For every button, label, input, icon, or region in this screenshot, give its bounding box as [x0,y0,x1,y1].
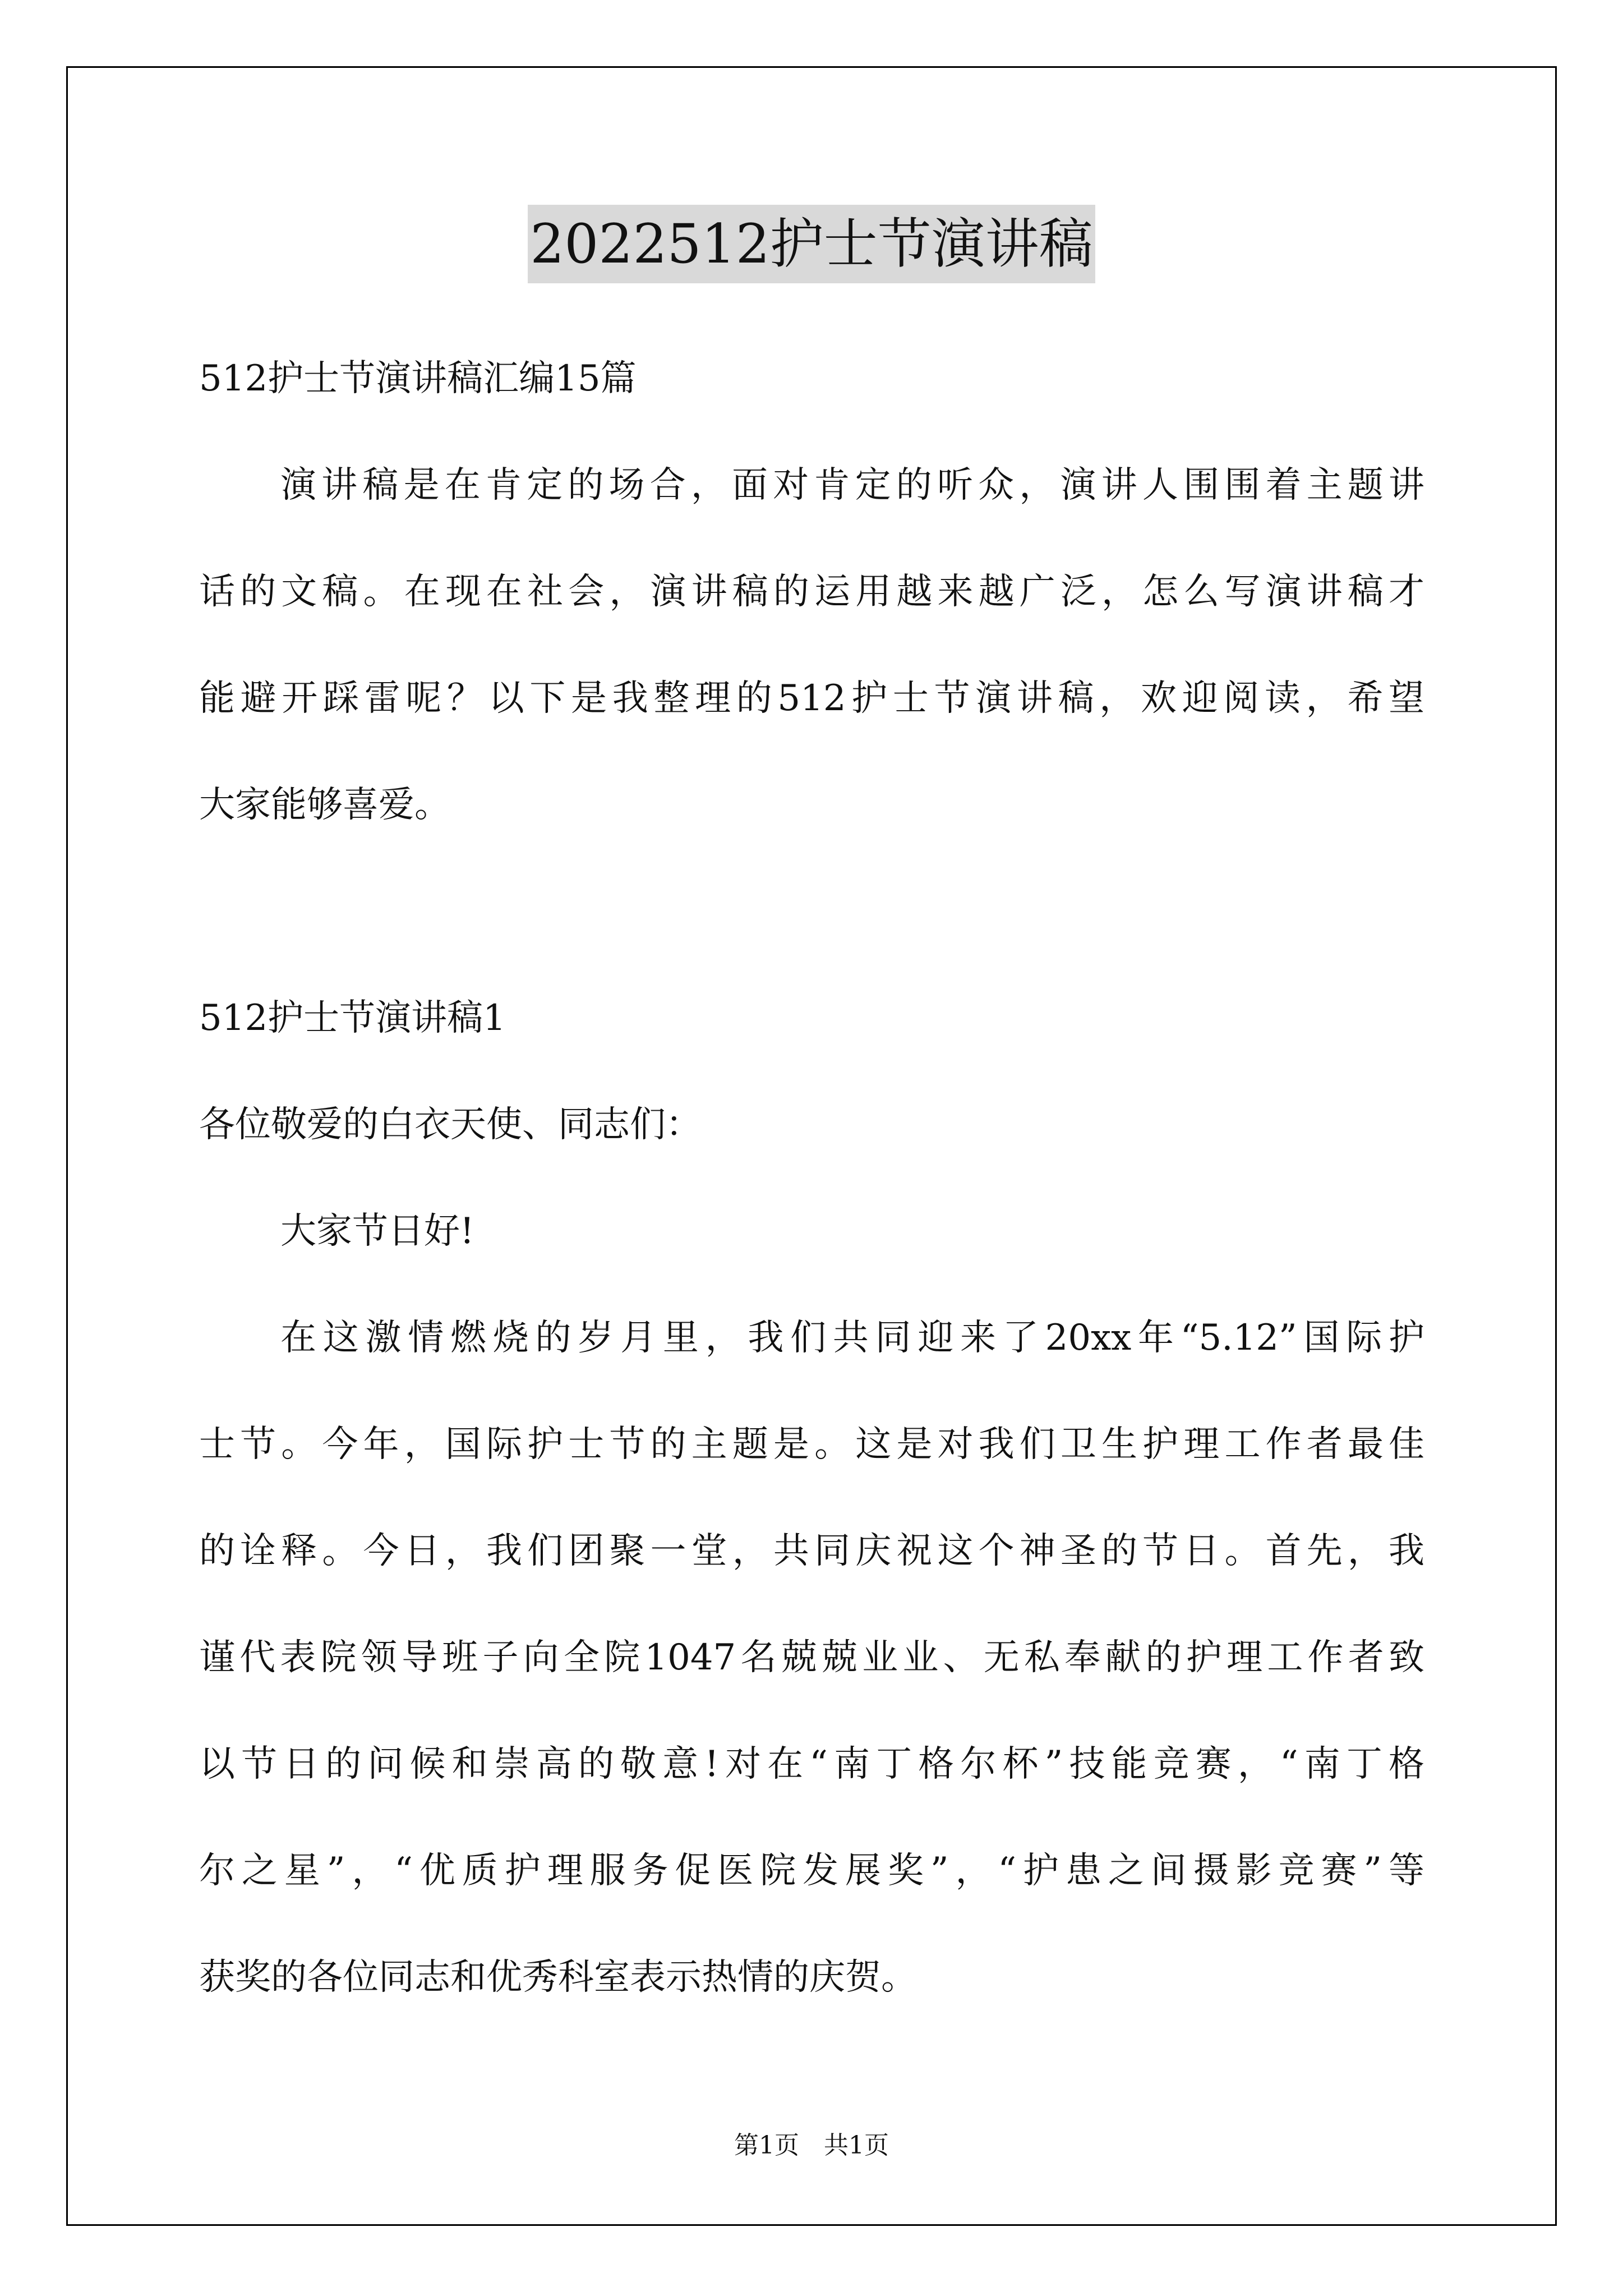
document-subtitle: 512护士节演讲稿汇编15篇 [199,358,637,399]
salutation: 各位敬爱的白衣天使、同志们： [199,1104,702,1145]
body-line: 以节日的问候和崇高的敬意!对在“南丁格尔杯”技能竞赛，“南丁格 [199,1743,1424,1785]
intro-line: 演讲稿是在肯定的场合，面对肯定的听众，演讲人围围着主题讲 [280,464,1424,506]
title-container [0,205,1623,283]
document-title: 2022512护士节演讲稿 [528,205,1095,283]
body-line: 在这激情燃烧的岁月里，我们共同迎来了20xx年“5.12”国际护 [280,1317,1424,1359]
body-line: 的诠释。今日，我们团聚一堂，共同庆祝这个神圣的节日。首先，我 [199,1530,1424,1572]
page-footer: 第1页 共1页 [734,2131,889,2160]
body-line: 士节。今年，国际护士节的主题是。这是对我们卫生护理工作者最佳 [199,1424,1424,1465]
intro-line: 大家能够喜爱。 [199,784,450,826]
intro-line: 话的文稿。在现在社会，演讲稿的运用越来越广泛，怎么写演讲稿才 [199,571,1424,613]
section-heading: 512护士节演讲稿1 [199,997,506,1039]
intro-line: 能避开踩雷呢？以下是我整理的512护士节演讲稿，欢迎阅读，希望 [199,678,1424,719]
body-line: 谨代表院领导班子向全院1047名兢兢业业、无私奉献的护理工作者致 [199,1637,1424,1678]
greeting: 大家节日好! [280,1211,474,1252]
body-line: 尔之星”，“优质护理服务促医院发展奖”，“护患之间摄影竞赛”等 [199,1850,1424,1892]
body-line: 获奖的各位同志和优秀科室表示热情的庆贺。 [199,1957,917,1998]
